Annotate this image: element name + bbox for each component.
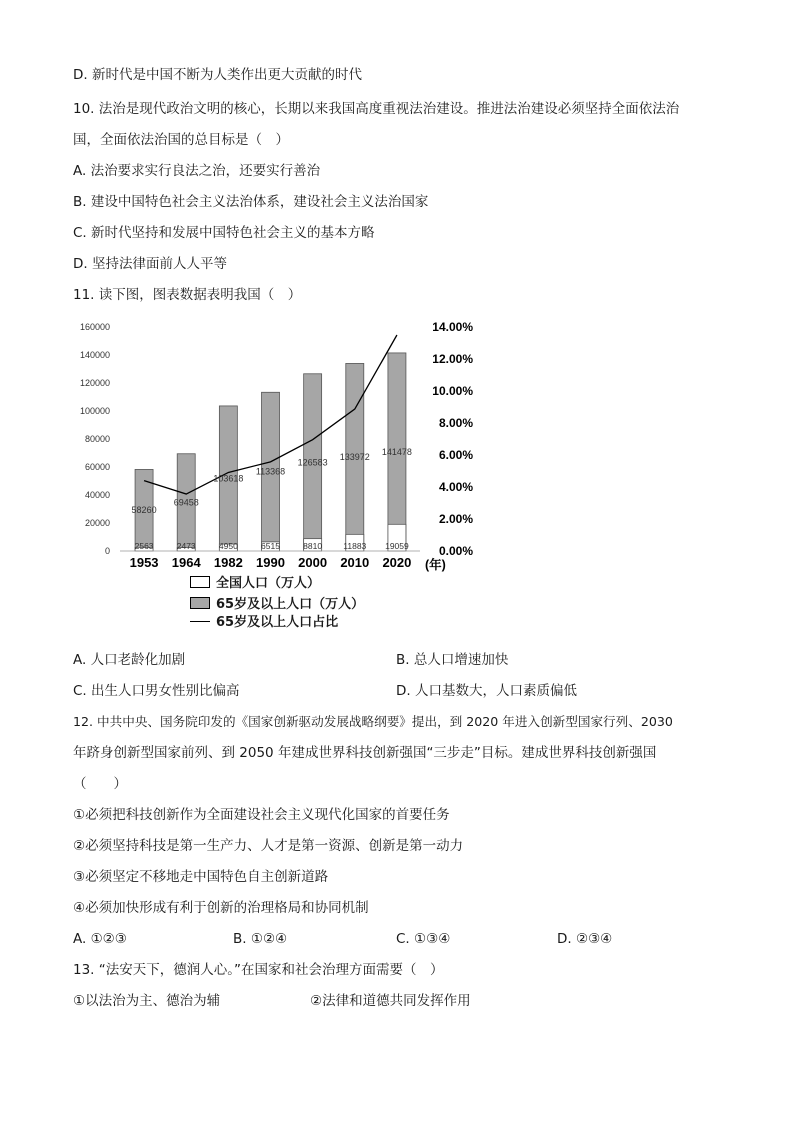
q12-item-1: ①必须把科技创新作为全面建设社会主义现代化国家的首要任务: [73, 807, 450, 823]
legend-item-total: [190, 576, 320, 592]
x-axis-tick-label: 1982: [213, 555, 243, 570]
data-label-elderly: 4950: [218, 541, 238, 551]
left-axis-tick-label: 120000: [79, 378, 110, 388]
data-label-total: 133972: [339, 452, 370, 463]
left-axis-tick-label: 160000: [79, 322, 110, 332]
q10-option-b: B. 建设中国特色社会主义法治体系，建设社会主义法治国家: [73, 194, 429, 210]
data-label-total: 126583: [297, 457, 328, 468]
question-13-stem: 13. “法安天下，德润人心。”在国家和社会治理方面需要（ ）: [73, 962, 444, 978]
question-11-stem: 11. 读下图，图表数据表明我国（ ）: [73, 287, 302, 303]
right-axis-tick-label: 4.00%: [438, 480, 473, 494]
q12-option-d: D. ②③④: [557, 931, 613, 947]
q12-option-a: A. ①②③: [73, 931, 127, 947]
q12-option-b: B. ①②④: [233, 931, 288, 947]
data-label-elderly: 19059: [385, 541, 409, 551]
data-label-elderly: 2473: [176, 541, 196, 551]
left-axis-tick-label: 20000: [84, 518, 110, 528]
q11-option-a: A. 人口老龄化加剧: [73, 652, 186, 668]
x-axis-tick-label: 1990: [256, 555, 285, 570]
legend-swatch-white: [190, 576, 210, 588]
left-axis-tick-label: 80000: [84, 434, 110, 444]
data-label-total: 58260: [131, 505, 157, 516]
right-axis-tick-label: 0.00%: [438, 544, 473, 558]
q13-item-1: ①以法治为主、德治为辅: [73, 993, 221, 1009]
q11-option-c: C. 出生人口男女性别比偏高: [73, 683, 240, 699]
left-axis-tick-label: 60000: [84, 462, 110, 472]
data-label-elderly: 11883: [343, 541, 367, 551]
data-label-elderly: 8810: [303, 541, 323, 551]
data-label-total: 113368: [255, 466, 286, 477]
q12-item-4: ④必须加快形成有利于创新的治理格局和协同机制: [73, 900, 369, 916]
x-axis-tick-label: 2020: [382, 555, 412, 570]
option-line-q9-d: D. 新时代是中国不断为人类作出更大贡献的时代: [73, 67, 362, 83]
legend-item-ratio: [190, 615, 338, 631]
right-axis-tick-label: 6.00%: [438, 448, 473, 462]
question-12-stem-line2: 年跻身创新型国家前列、到 2050 年建成世界科技创新强国“三步走”目标。建成世界科技创新强国: [73, 745, 657, 761]
q12-item-2: ②必须坚持科技是第一生产力、人才是第一资源、创新是第一动力: [73, 838, 464, 854]
q10-option-d: D. 坚持法律面前人人平等: [73, 256, 227, 272]
population-chart: [78, 316, 478, 578]
right-axis-tick-label: 10.00%: [432, 384, 473, 398]
right-axis-tick-label: 12.00%: [432, 352, 473, 366]
left-axis-tick-label: 0: [104, 546, 110, 556]
right-axis-tick-label: 8.00%: [438, 416, 473, 430]
x-axis-tick-label: 2010: [340, 555, 370, 570]
left-axis-tick-label: 100000: [79, 406, 110, 416]
legend-label-ratio: 65岁及以上人口占比: [216, 615, 339, 630]
x-axis-tick-label: 1964: [171, 555, 201, 570]
legend-line-icon: [190, 621, 210, 622]
x-axis-tick-label: 1953: [129, 555, 159, 570]
q13-item-2: ②法律和道德共同发挥作用: [310, 993, 471, 1009]
q11-option-d: D. 人口基数大，人口素质偏低: [396, 683, 577, 699]
left-axis-tick-label: 40000: [84, 490, 110, 500]
q11-option-b: B. 总人口增速加快: [396, 652, 509, 668]
q12-item-3: ③必须坚定不移地走中国特色自主创新道路: [73, 869, 329, 885]
q12-option-c: C. ①③④: [396, 931, 451, 947]
legend-label-elderly: 65岁及以上人口（万人）: [216, 597, 365, 612]
data-label-elderly: 6515: [261, 541, 280, 551]
x-axis-tick-label: 2000: [298, 555, 328, 570]
q10-option-c: C. 新时代坚持和发展中国特色社会主义的基本方略: [73, 225, 375, 241]
data-label-total: 141478: [381, 446, 412, 457]
x-axis-unit-label: (年): [425, 558, 446, 572]
legend-item-elderly: [190, 597, 364, 613]
legend-label-total: 全国人口（万人）: [216, 576, 321, 591]
right-axis-tick-label: 2.00%: [438, 512, 473, 526]
question-12-stem-line1: 12. 中共中央、国务院印发的《国家创新驱动发展战略纲要》提出，到 2020 年进入创新型国家行列、2030: [73, 714, 673, 729]
left-axis-tick-label: 140000: [79, 350, 110, 360]
legend-swatch-gray: [190, 597, 210, 609]
data-label-total: 69458: [173, 497, 199, 508]
question-12-stem-line3: （ ）: [73, 776, 127, 792]
question-10-stem-line1: 10. 法治是现代政治文明的核心，长期以来我国高度重视法治建设。推进法治建设必须坚持全面依法治: [73, 101, 680, 117]
data-label-elderly: 2563: [134, 541, 154, 551]
q10-option-a: A. 法治要求实行良法之治，还要实行善治: [73, 163, 321, 179]
data-label-total: 103618: [213, 473, 244, 484]
question-10-stem-line2: 国，全面依法治国的总目标是（ ）: [73, 132, 289, 148]
right-axis-tick-label: 14.00%: [432, 320, 473, 334]
